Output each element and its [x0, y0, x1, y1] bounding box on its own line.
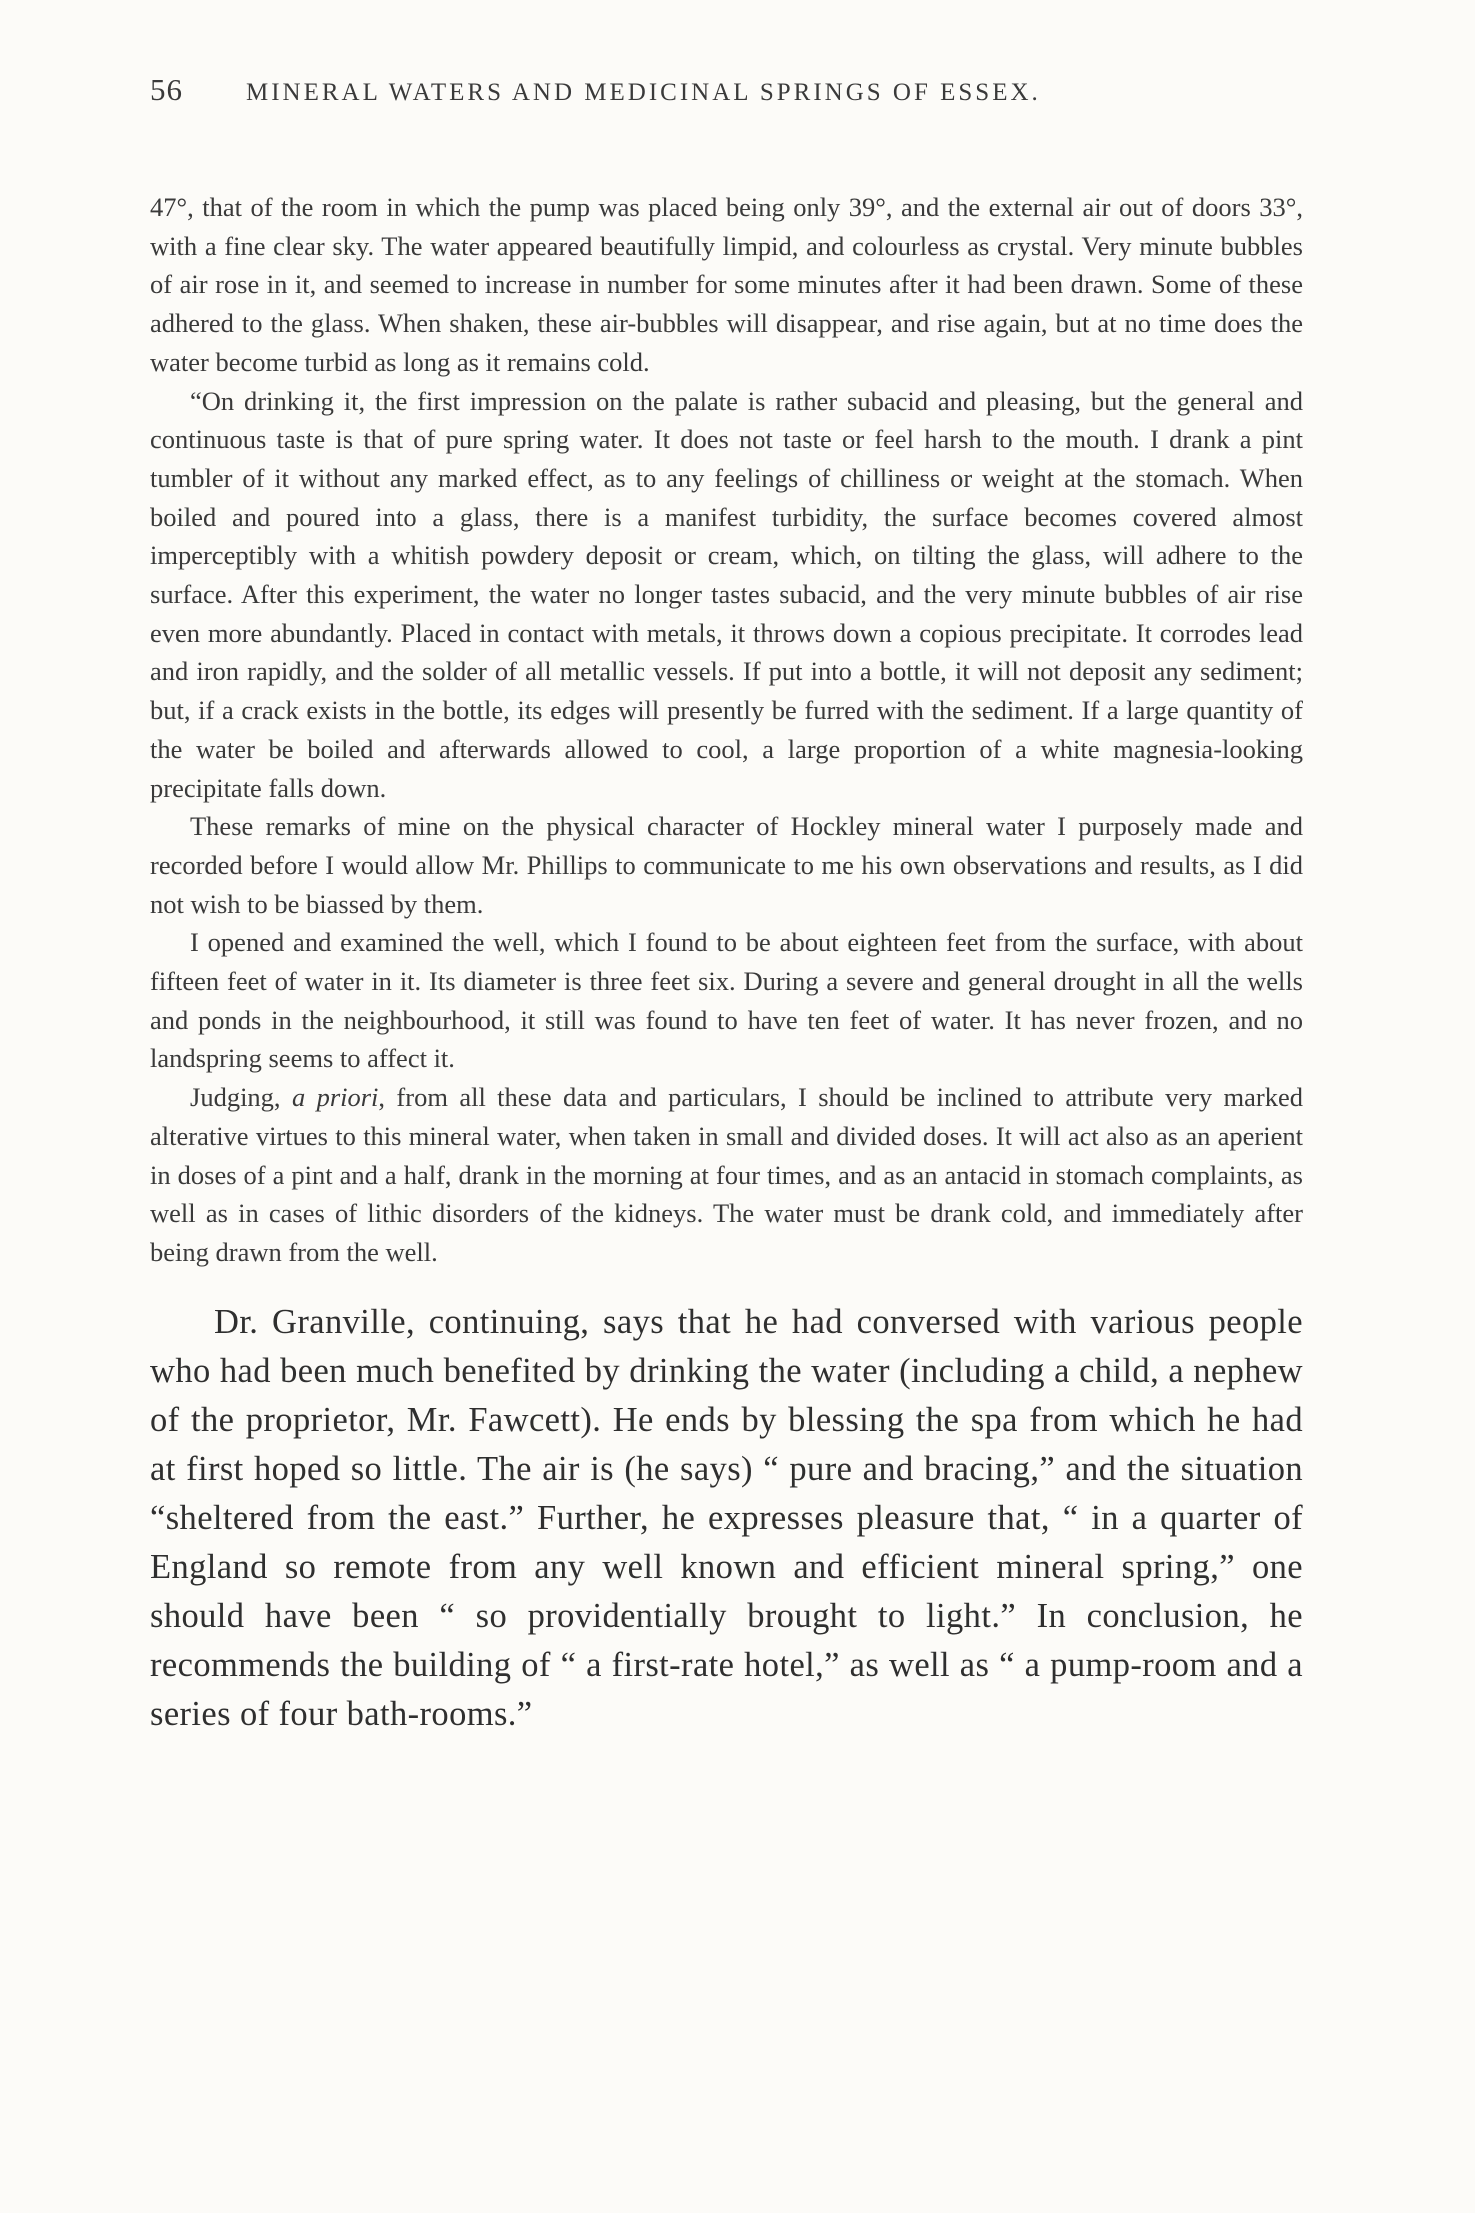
quoted-paragraph-5 [150, 1078, 1303, 1272]
quoted-extract [150, 188, 1303, 1272]
running-title: MINERAL WATERS AND MEDICINAL SPRINGS OF ESSEX. [246, 79, 1041, 106]
quoted-paragraph-2: “On drinking it, the first impression on the palate is rather subacid and pleasing, but the general and continuous taste is that of pure spring water. It does not taste or feel harsh to the mouth. I drank a pint tumbler of it without any marked effect, as to any feelings of chilliness or weight at the stomach. When boiled and poured into a glass, there is a manifest turbidity, the surface becomes covered almost imperceptibly with a whitish powdery deposit or cream, which, on tilting the glass, will adhere to the surface. After this experiment, the water no longer tastes subacid, and the very minute bubbles of air rise even more abundantly. Placed in contact with metals, it throws down a copious precipitate. It corrodes lead and iron rapidly, and the solder of all metallic vessels. If put into a bottle, it will not deposit any sediment; but, if a crack exists in the bottle, its edges will presently be furred with the sediment. If a large quantity of the water be boiled and afterwards allowed to cool, a large proportion of a white magnesia-looking precipitate falls down. [150, 385, 1303, 803]
book-page [150, 72, 1303, 1739]
running-header [150, 72, 1303, 124]
page-number: 56 [150, 72, 183, 107]
quoted-paragraph-5-start: Judging, [190, 1082, 292, 1113]
quoted-paragraph-1: 47°, that of the room in which the pump was placed being only 39°, and the external air out of doors 33°, with a fine clear sky. The water appeared beautifully limpid, and colourless as crystal. Very minute bubbles of air rose in it, and seemed to increase in number for some minutes after it had been drawn. Some of these adhered to the glass. When shaken, these air-bubbles will disappear, and rise again, but at no time does the water become turbid as long as it remains cold. [150, 192, 1303, 377]
quoted-paragraph-4: I opened and examined the well, which I found to be about eighteen feet from the surface, with about fifteen feet of water in it. Its diameter is three feet six. During a severe and general drought in all the wells and ponds in the neighbourhood, it still was found to have ten feet of water. It has never frozen, and no landspring seems to affect it. [150, 927, 1303, 1074]
main-paragraph: Dr. Granville, continuing, says that he had conversed with various people who had been much benefited by drinking the water (including a child, a nephew of the proprietor, Mr. Fawcett). He ends by blessing the spa from which he had at first hoped so little. The air is (he says) “ pure and bracing,” and the situation “sheltered from the east.” Further, he expresses pleasure that, “ in a quarter of England so remote from any well known and efficient mineral spring,” one should have been “ so providentially brought to light.” In conclusion, he recommends the building of “ a first-rate hotel,” as well as “ a pump-room and a series of four bath-rooms.” [150, 1302, 1303, 1733]
italic-phrase: a priori [291, 1082, 379, 1113]
quoted-paragraph-5-end: , from all these data and particulars, I should be inclined to attribute very marked alterative virtues to this mineral water, when taken in small and divided doses. It will act also as an aperient in doses of a pint and a half, drank in the morning at four times, and as an antacid in stomach complaints, as well as in cases of lithic disorders of the kidneys. The water must be drank cold, and immediately after being drawn from the well. [150, 1082, 1303, 1267]
quoted-paragraph-3: These remarks of mine on the physical character of Hockley mineral water I purposely made and recorded before I would allow Mr. Phillips to communicate to me his own observations and results, as I did not wish to be biassed by them. [150, 811, 1303, 919]
main-text [150, 1298, 1303, 1739]
